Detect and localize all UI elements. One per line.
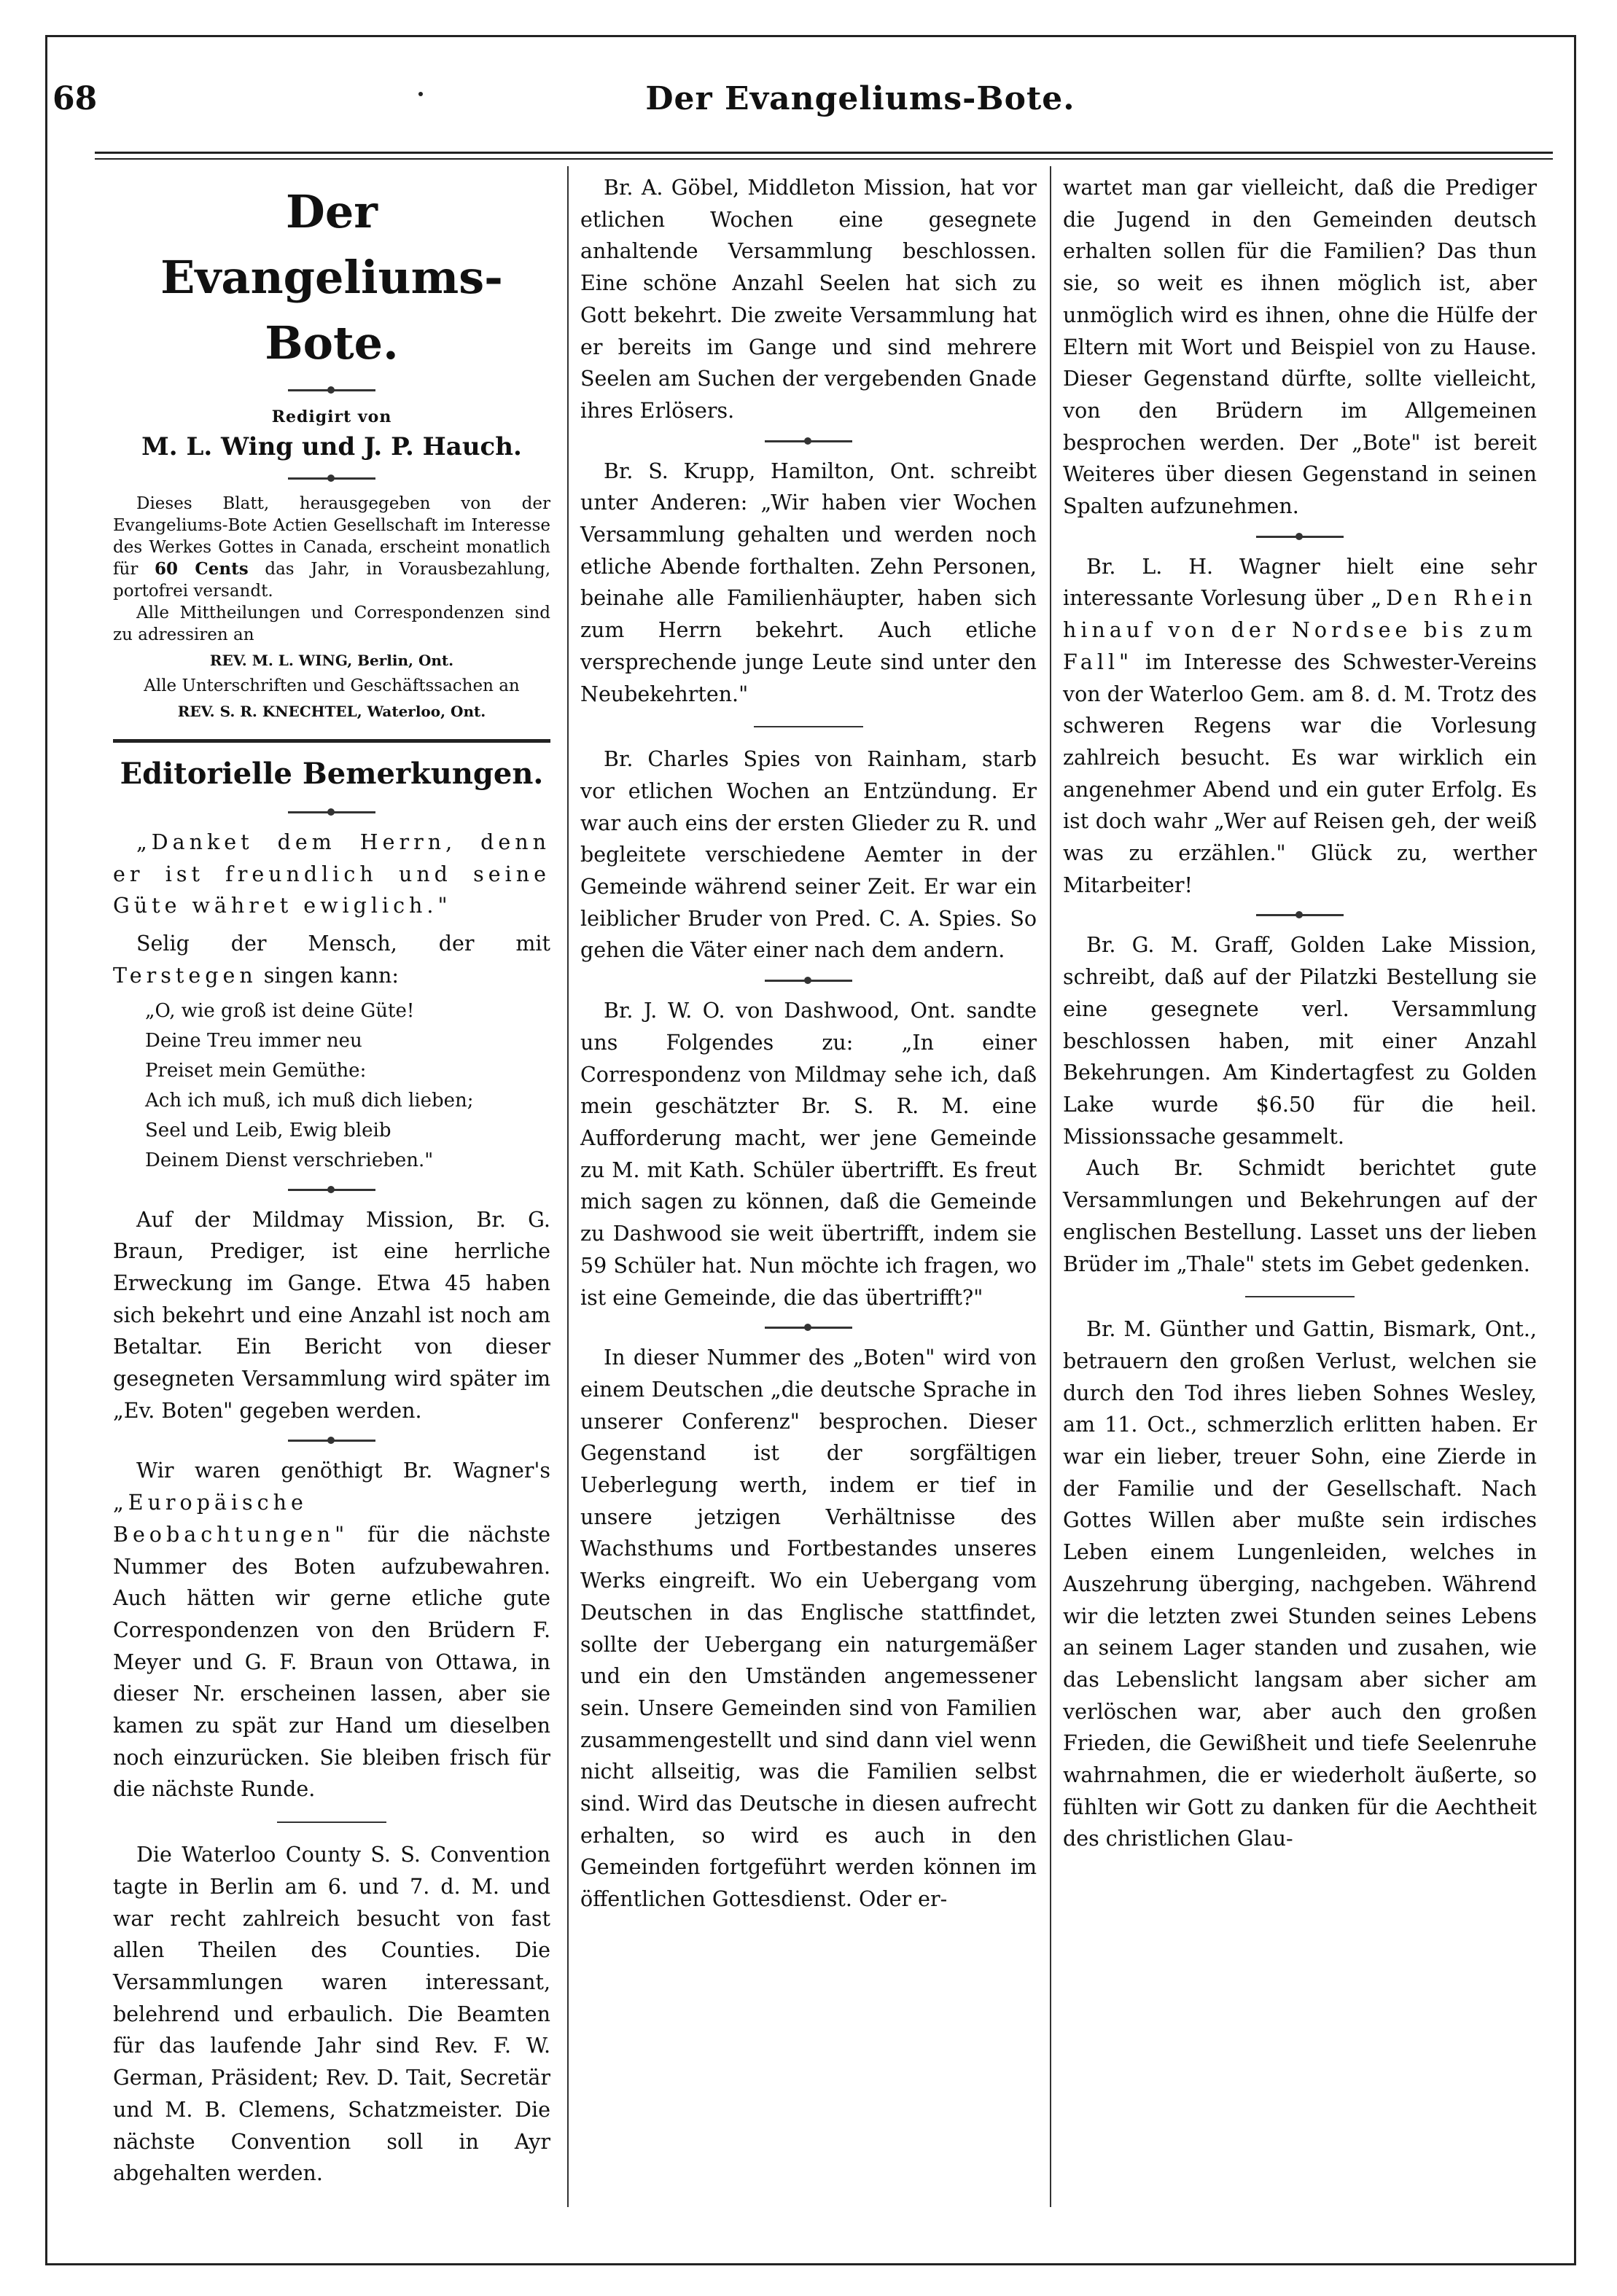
paragraph-krupp: Br. S. Krupp, Hamilton, Ont. schreibt unter Anderen: „Wir haben vier Wochen Versammlung gehalten und werden noch etliche Abende forthalten. Zehn Personen, beinahe alle Familienhäupter, haben sich zum Herrn bekehrt. Auch etliche versprechende junge Leute sind unter den Neubekehrten." [580, 458, 1037, 706]
paragraph-continued: wartet man gar vielleicht, daß die Prediger die Jugend in den Gemeinden deutsch erhalten sollen für die Familien? Das thun sie, so weit es ihnen möglich ist, aber unmöglich wird es ihnen, ohne die Hülfe der Eltern mit Wort und Beispiel von zu Hause. Dieser Gegenstand dürfte, sollte vielleicht, von den Brüdern im Allgemeinen besprochen werden. Der „Bote" ist bereit Weiteres über diesen Gegenstand in seinen Spalten aufzunehmen. [1063, 176, 1537, 519]
paragraph-selig: Selig der Mensch, der mit Terstegen singen kann: [113, 932, 550, 988]
ornament-divider [288, 1189, 375, 1191]
ornament-divider [1256, 536, 1344, 538]
ornament-divider [288, 389, 375, 391]
divider-rule [754, 726, 863, 727]
paragraph-mildmay: Auf der Mildmay Mission, Br. G. Braun, Prediger, ist eine herrliche Erweckung im Gange. Etwa 45 haben sich bekehrt und eine Anzahl ist noch am Betaltar. Ein Bericht von dieser gesegneten Versammlung wird später im „Ev. Boten" gegeben werden. [113, 1207, 550, 1423]
hymn-verse [113, 996, 550, 1176]
ornament-divider [1256, 914, 1344, 916]
divider-rule [1245, 1296, 1355, 1297]
hymn-line: Deine Treu immer neu [145, 1029, 362, 1052]
section-rule [113, 739, 550, 743]
masthead-edited-by: Redigirt von [271, 407, 392, 426]
ornament-divider [765, 1327, 852, 1329]
hymn-line: Ach ich muß, ich muß dich lieben; [145, 1089, 474, 1112]
hymn-line: Preiset mein Gemüthe: [145, 1059, 367, 1082]
ornament-divider [765, 980, 852, 982]
ornament-divider [288, 811, 375, 813]
ornament-divider [765, 440, 852, 442]
masthead-correspondence: Alle Mittheilungen und Correspondenzen sind zu adressiren an [113, 604, 550, 644]
hymn-line: „O, wie groß ist deine Güte! [145, 999, 415, 1022]
print-speck [418, 92, 423, 96]
column-3 [1063, 172, 1537, 1855]
column-1 [113, 172, 550, 2190]
column-2 [580, 172, 1037, 1916]
paragraph-guenther: Br. M. Günther und Gattin, Bismark, Ont., betrauern den großen Verlust, welchen sie durch den Tod ihres lieben Sohnes Wesley, am 11. Oct., schmerzlich erlitten haben. Er war ein lieber, treuer Sohn, eine Zierde in der Familie und der Gesellschaft. Nach Gottes Willen aber mußte sein irdisches Leben einem Lungenleiden, welches in Auszehrung überging, nachgeben. Während wir die letzten zwei Stunden seines Lebens an seinem Lager standen und zusahen, wie das Lebenslicht langsam aber sicher am verlöschen war, aber auch den großen Frieden, die Gewißheit und tiefe Seelenruhe wahrnahmen, die er wiederholt äußerte, so fühlten wir Gott zu danken für die Aechtheit des christlichen Glau- [1063, 1317, 1537, 1851]
hymn-line: Seel und Leib, Ewig bleib [145, 1119, 391, 1141]
paragraph-german-language: In dieser Nummer des „Boten" wird von einem Deutschen „die deutsche Sprache in unserer Conferenz" besprochen. Dieser Gegenstand ist der sorgfältigen Ueberlegung werth, indem er tief in unsere jetzigen Verhältnisse des Wachsthums und Fortbestandes unseres Werks eingreift. Wo ein Uebergang vom Deutschen in das Englische stattfindet, sollte der Uebergang ein naturgemäßer und ein den Umständen angemessener sein. Unsere Gemeinden sind von Familien zusammengestellt und sind dann viel wenn nicht allseitig, was die Familien selbst sind. Wird das Deutsche in diesen aufrecht erhalten, so wird es auch in den Gemeinden fortgeführt werden können im öffentlichen Gottesdienst. Oder er- [580, 1346, 1037, 1912]
divider-rule [277, 1821, 386, 1823]
header-rule [95, 152, 1553, 154]
header-rule-thin [95, 158, 1553, 160]
paragraph-schmidt: Auch Br. Schmidt berichtet gute Versammlungen und Bekehrungen auf der englischen Bestellung. Lasset uns der lieben Brüder im „Thale" stets im Gebet gedenken. [1063, 1156, 1537, 1276]
running-title: Der Evangeliums-Bote. [645, 80, 1075, 117]
ornament-divider [288, 477, 375, 480]
masthead-description: Dieses Blatt, herausgegeben von der Evangeliums-Bote Actien Gesellschaft im Interesse des Werkes Gottes in Canada, erscheint monatlich für 60 Cents das Jahr, in Vorausbezahlung, portofrei versandt. [113, 494, 551, 601]
paragraph-dashwood: Br. J. W. O. von Dashwood, Ont. sandte uns Folgendes zu: „In einer Correspondenz von Mildmay sehe ich, daß mein geschätzter Br. S. R. M. eine Aufforderung macht, wer jene Gemeinde zu M. mit Kath. Schüler übertrifft. Es freut mich sagen zu können, daß die Gemeinde zu Dashwood sie weit übertrifft, indem sie 59 Schüler hat. Nun möchte ich fragen, wo ist eine Gemeinde, die das übertrifft?" [580, 999, 1037, 1310]
column-rule-1 [567, 166, 569, 2207]
masthead-price: 60 Cents [155, 559, 249, 579]
column-rule-2 [1050, 166, 1051, 2207]
page-number: 68 [52, 80, 98, 117]
section-title: Editorielle Bemerkungen. [120, 757, 544, 791]
paragraph-goebel: Br. A. Göbel, Middleton Mission, hat vor etlichen Wochen eine gesegnete anhaltende Versammlung beschlossen. Eine schöne Anzahl Seelen hat sich zu Gott bekehrt. Die zweite Versammlung hat er bereits im Gange und sind mehrere Seelen am Suchen der vergebenden Gnade ihres Erlösers. [580, 176, 1037, 423]
masthead-title: Der Evangeliums-Bote. [160, 185, 503, 370]
masthead-subscriptions: Alle Unterschriften und Geschäftssachen an [144, 676, 520, 695]
masthead-address-1: REV. M. L. WING, Berlin, Ont. [209, 652, 454, 669]
hymn-line: Deinem Dienst verschrieben." [145, 1149, 434, 1171]
paragraph-wagner-lecture: Br. L. H. Wagner hielt eine sehr interessante Vorlesung über „Den Rhein hinauf von der Nordsee bis zum Fall" im Interesse des Schwester-Vereins von der Waterloo Gem. am 8. d. M. Trotz des schweren Regens war die Vorlesung zahlreich besucht. Es war wirklich ein angenehmer Abend und ein guter Erfolg. Es ist doch wahr „Wer auf Reisen geh, der weiß was zu erzählen." Glück zu, werther Mitarbeiter! [1063, 554, 1538, 897]
paragraph-waterloo-convention: Die Waterloo County S. S. Convention tagte in Berlin am 6. und 7. d. M. und war recht zahlreich besucht von fast allen Theilen des Counties. Die Versammlungen waren interessant, belehrend und erbaulich. Die Beamten für das laufende Jahr sind Rev. F. W. German, Präsident; Rev. D. Tait, Secretär und M. B. Clemens, Schatzmeister. Die nächste Convention soll in Ayr abgehalten werden. [113, 1843, 550, 2186]
paragraph-graff: Br. G. M. Graff, Golden Lake Mission, schreibt, daß auf der Pilatzki Bestellung sie eine gesegnete verl. Versammlung beschlossen haben, mit einer Anzahl Bekehrungen. Am Kindertagfest zu Golden Lake wurde $6.50 für die heil. Missionssache gesammelt. [1063, 933, 1537, 1149]
paragraph-spies: Br. Charles Spies von Rainham, starb vor etlichen Wochen an Entzündung. Er war auch eins der ersten Glieder zu R. und begleitete verschiedene Aemter in der Gemeinde während seiner Zeit. Er war ein leiblicher Bruder von Pred. C. A. Spies. So gehen die Väter einer nach dem andern. [580, 747, 1037, 963]
ornament-divider [288, 1440, 375, 1442]
masthead-editors: M. L. Wing und J. P. Hauch. [141, 432, 522, 461]
masthead-address-2: REV. S. R. KNECHTEL, Waterloo, Ont. [177, 703, 486, 720]
paragraph-wagner-observations: Wir waren genöthigt Br. Wagner's „Europäische Beobachtungen" für die nächste Nummer des Boten aufzubewahren. Auch hätten wir gerne etliche gute Correspondenzen von den Brüdern F. Meyer und G. F. Braun von Ottawa, in dieser Nr. erscheinen lassen, aber sie kamen zu spät zur Hand um dieselben noch einzurücken. Sie bleiben frisch für die nächste Runde. [113, 1459, 551, 1802]
scripture-quote: „Danket dem Herrn, denn er ist freundlich und seine Güte währet ewiglich." [113, 830, 550, 918]
